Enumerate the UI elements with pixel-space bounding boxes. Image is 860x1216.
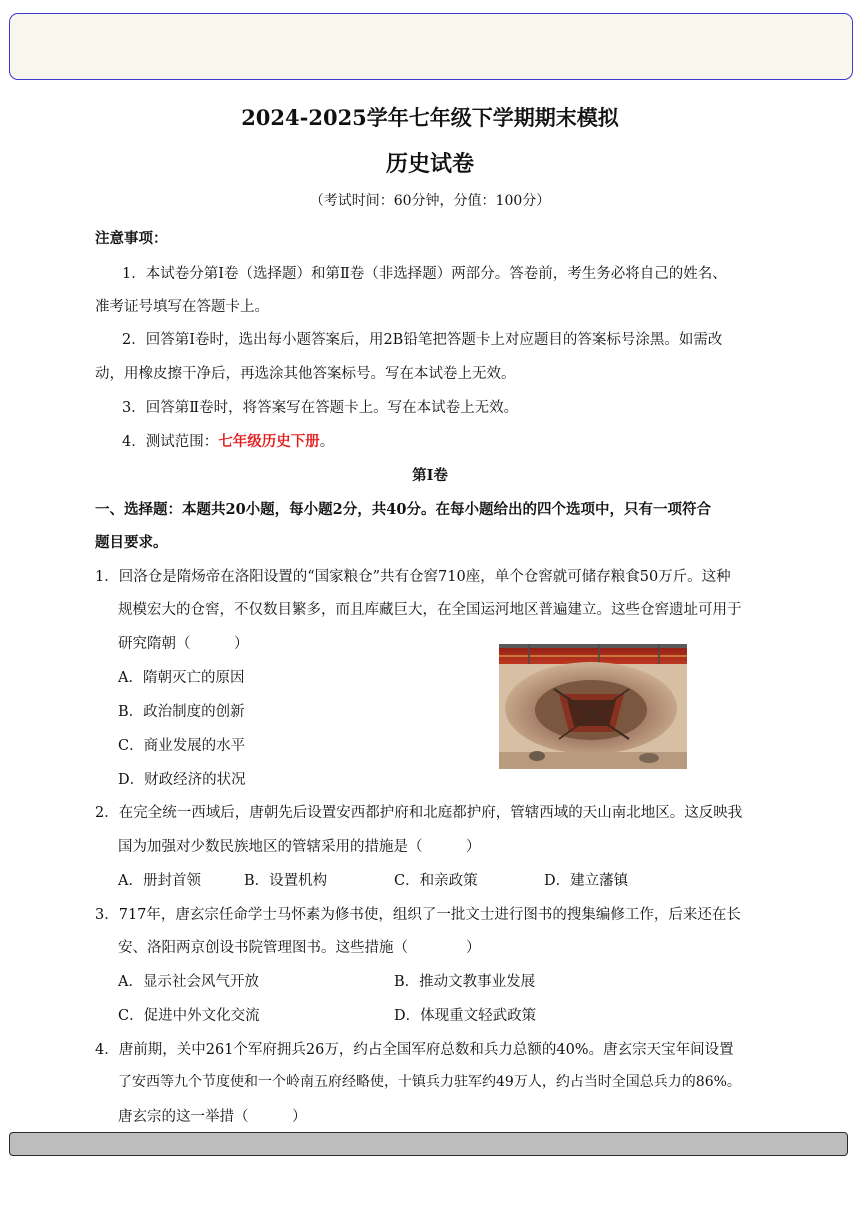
question-4-line-1: 4．唐前期，关中261个军府拥兵26万，约占全国军府总数和兵力总额的40%。唐玄宗天宝年间设置	[95, 1042, 734, 1058]
question-3-option-c: C．促进中外文化交流	[118, 1008, 260, 1024]
section-instructions-line-1: 一、选择题：本题共20小题，每小题2分，共40分。在每小题给出的四个选项中，只有一项符合	[95, 501, 711, 518]
notice-item-4-suffix: 。	[319, 434, 335, 450]
test-scope: 七年级历史下册	[218, 433, 320, 450]
notice-item-1-line-1: 1．本试卷分第Ⅰ卷（选择题）和第Ⅱ卷（非选择题）两部分。答卷前，考生务必将自己的姓名、	[122, 266, 727, 282]
question-1-line-3: 研究隋朝（ ）	[118, 636, 249, 652]
question-1-option-c: C．商业发展的水平	[118, 738, 246, 754]
header-box	[9, 13, 853, 80]
notice-item-3: 3．回答第Ⅱ卷时，将答案写在答题卡上。写在本试卷上无效。	[122, 400, 519, 416]
section-label: 第Ⅰ卷	[412, 467, 448, 484]
question-1-line-1: 1．回洛仓是隋炀帝在洛阳设置的“国家粮仓”共有仓窖710座，单个仓窖就可储存粮食50万斤。这种	[95, 569, 731, 585]
question-2-option-c: C．和亲政策	[394, 873, 478, 889]
question-3-option-d: D．体现重文轻武政策	[394, 1008, 537, 1024]
question-2-option-a: A．册封首领	[118, 873, 201, 889]
question-4-line-3: 唐玄宗的这一举措（ ）	[118, 1109, 307, 1125]
question-2-line-1: 2．在完全统一西域后，唐朝先后设置安西都护府和北庭都护府，管辖西域的天山南北地区。这反映我	[95, 805, 743, 821]
notice-item-2-line-1: 2．回答第Ⅰ卷时，选出每小题答案后，用2B铅笔把答题卡上对应题目的答案标号涂黑。如需改	[122, 332, 723, 348]
question-3-line-2: 安、洛阳两京创设书院管理图书。这些措施（ ）	[118, 940, 481, 956]
question-1-option-b: B．政治制度的创新	[118, 704, 245, 720]
granary-excavation-photo	[499, 644, 687, 769]
footer-bar	[9, 1132, 848, 1156]
question-1-line-2: 规模宏大的仓窖，不仅数目繁多，而且库藏巨大，在全国运河地区普遍建立。这些仓窖遗址可用于	[118, 602, 742, 618]
question-1-option-a: A．隋朝灭亡的原因	[118, 670, 245, 686]
question-2-option-b: B．设置机构	[244, 873, 328, 889]
exam-subtitle: 历史试卷	[385, 151, 474, 177]
notice-item-1-line-2: 准考证号填写在答题卡上。	[95, 299, 269, 315]
exam-time-info: （考试时间：60分钟，分值：100分）	[309, 193, 551, 209]
notice-heading: 注意事项：	[95, 230, 168, 247]
exam-title: 2024-2025学年七年级下学期期末模拟	[241, 105, 619, 130]
question-2-line-2: 国为加强对少数民族地区的管辖采用的措施是（ ）	[118, 839, 481, 855]
question-3-option-a: A．显示社会风气开放	[118, 974, 259, 990]
notice-item-4	[122, 430, 334, 451]
notice-item-4-prefix: 4．测试范围：	[122, 434, 219, 450]
question-3-option-b: B．推动文教事业发展	[394, 974, 536, 990]
question-4-line-2: 了安西等九个节度使和一个岭南五府经略使，十镇兵力驻军约49万人，约占当时全国总兵力的86%。	[118, 1074, 741, 1090]
notice-item-2-line-2: 动，用橡皮擦干净后，再选涂其他答案标号。写在本试卷上无效。	[95, 366, 516, 382]
question-3-line-1: 3．717年，唐玄宗任命学士马怀素为修书使，组织了一批文士进行图书的搜集编修工作，后来还在长	[95, 907, 741, 923]
section-instructions-line-2: 题目要求。	[95, 534, 168, 551]
question-2-option-d: D．建立藩镇	[544, 873, 629, 889]
question-1-option-d: D．财政经济的状况	[118, 772, 246, 788]
